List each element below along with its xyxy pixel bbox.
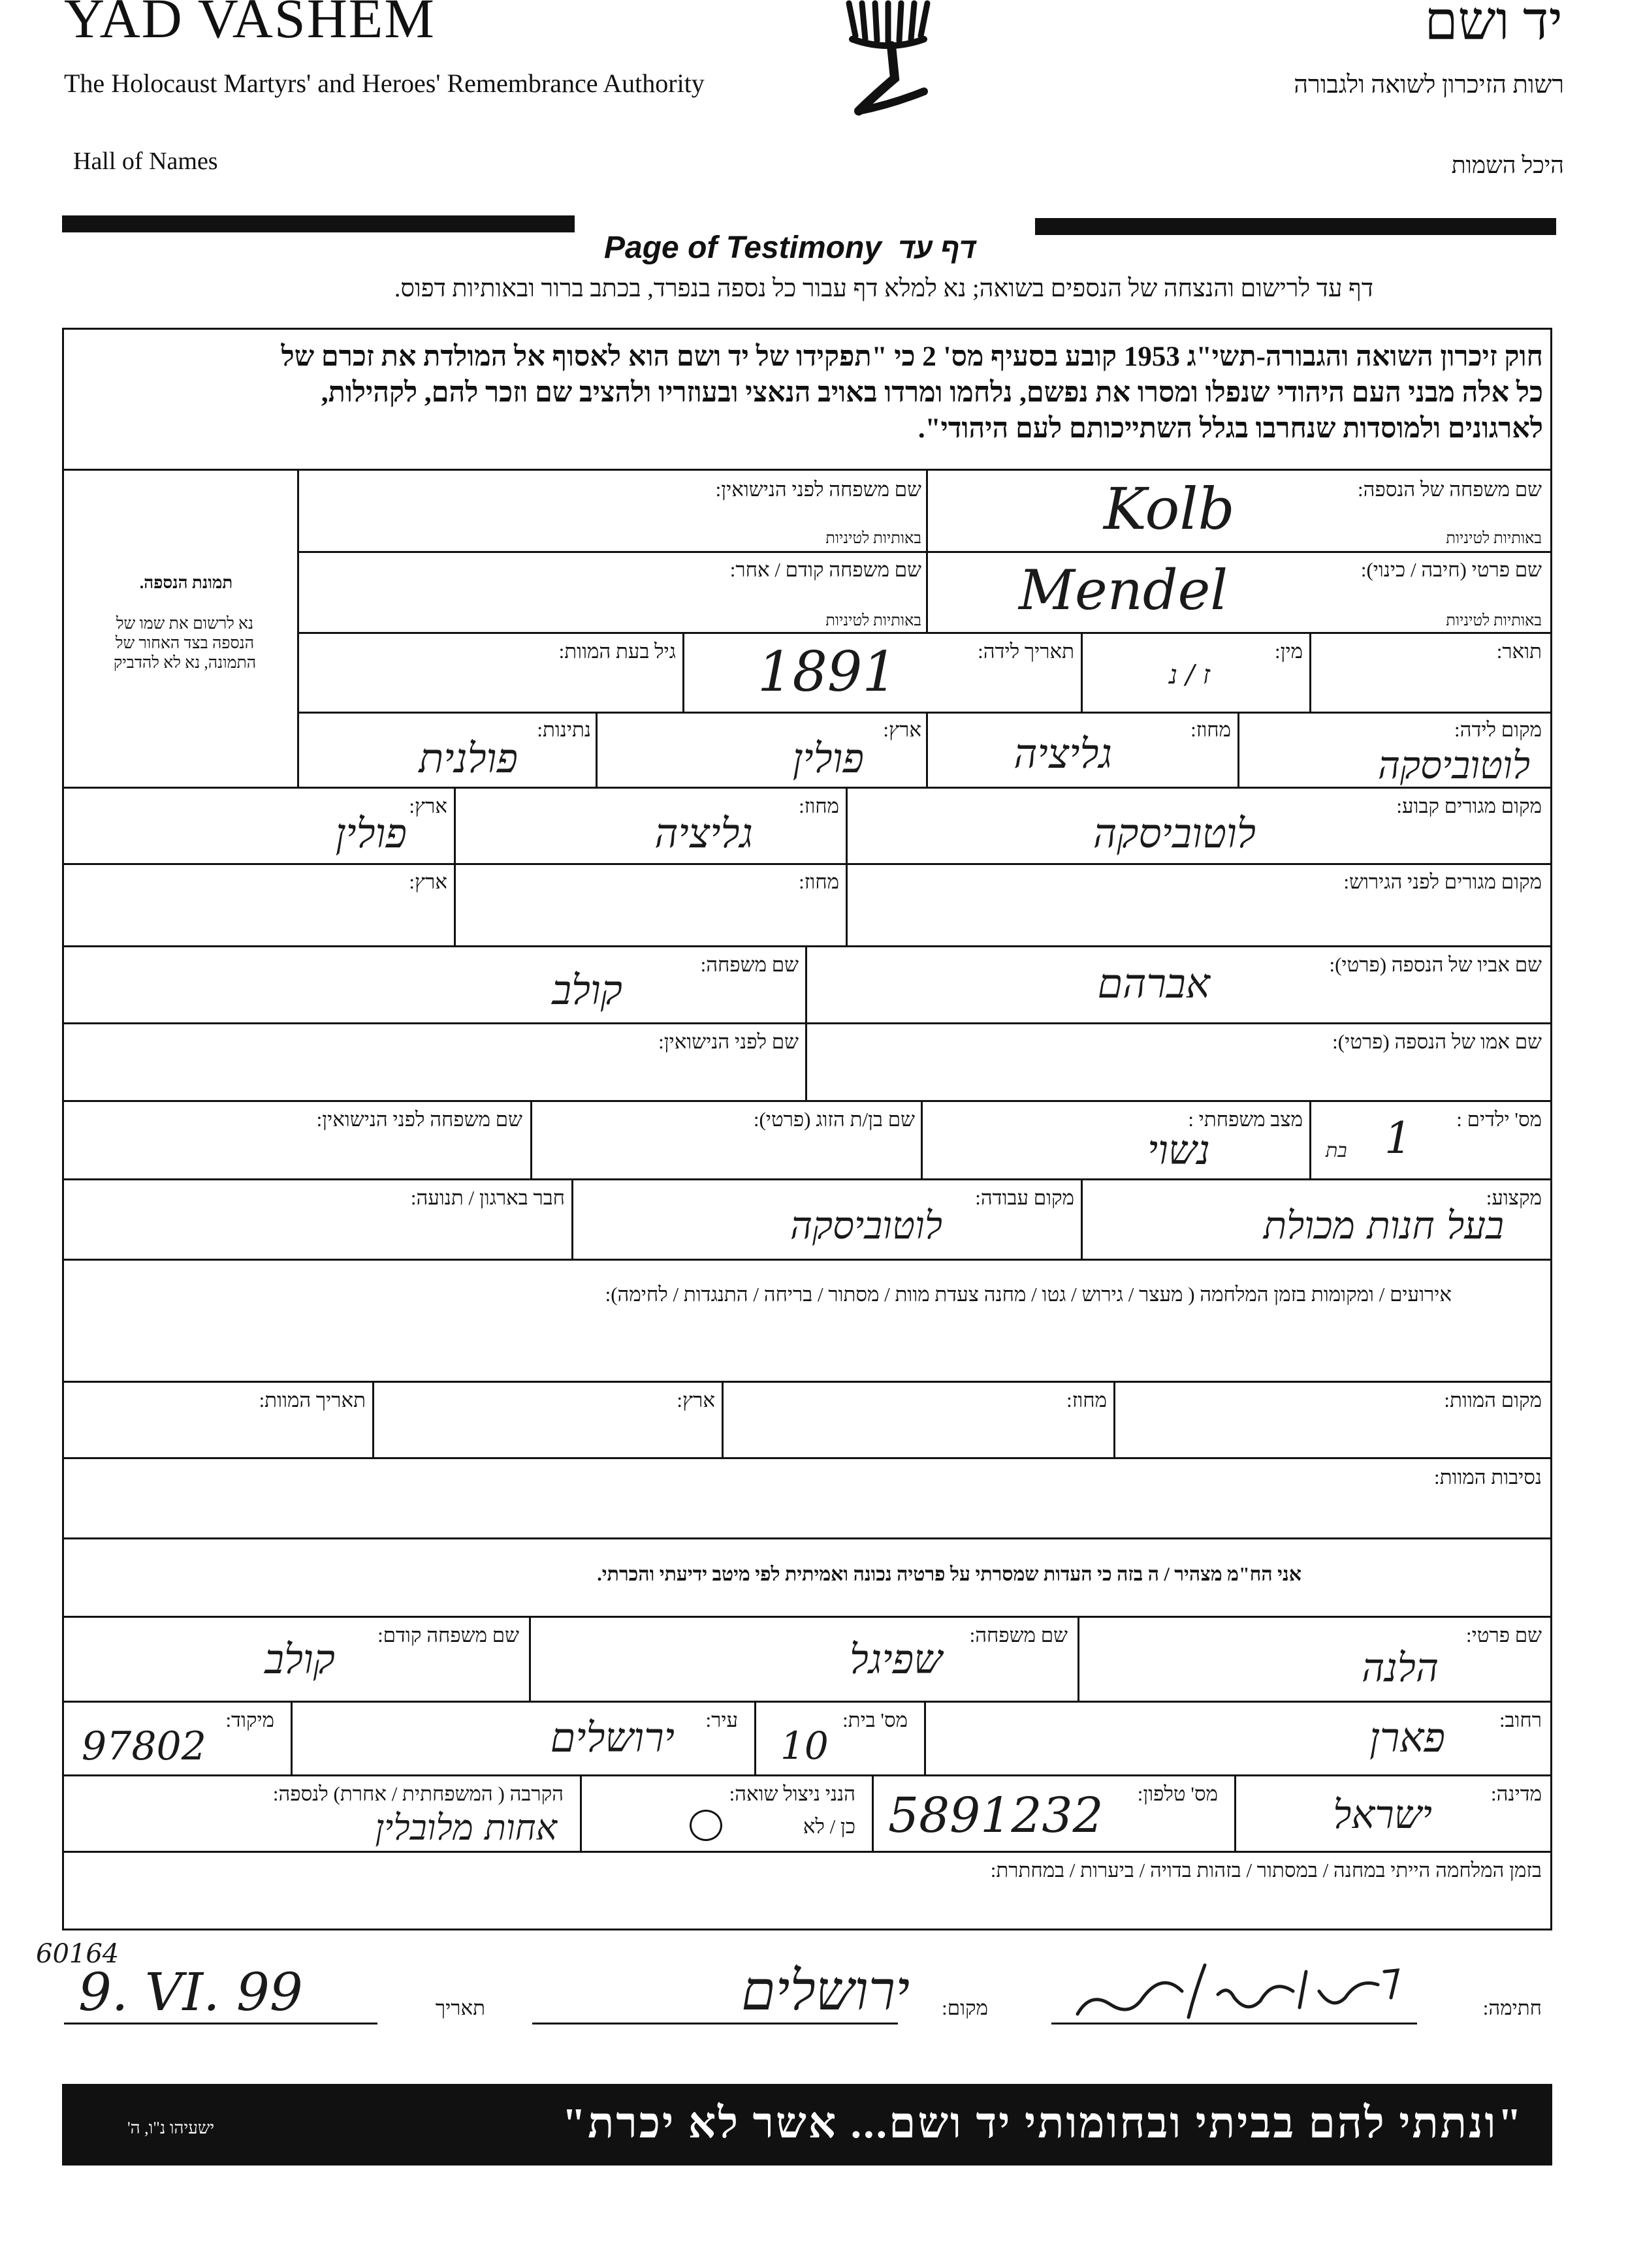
footer-source: ישעיהו נ"ו, ה' [127,2118,215,2137]
col-line [596,712,598,787]
children-note-value[interactable]: בת [1326,1139,1347,1162]
residence-district-value[interactable]: גליציה [654,810,753,857]
residence-place-value[interactable]: לוטוביסקה [1093,810,1256,857]
row-line [62,1457,1552,1459]
row-line [297,551,1552,553]
col-line [872,1774,874,1851]
deportation-district-label: מחוז: [799,870,839,893]
authority-name-en: The Holocaust Martyrs' and Heroes' Remembrance Authority [64,69,705,98]
footer-quote: "ונתתי להם בביתי ובחומותי יד ושם... אשר לא יכרת" [562,2100,1524,2147]
row-line [62,1701,1552,1703]
birth-district-value[interactable]: גליציה [1014,730,1112,778]
victim-surname-label: שם משפחה של הנספה: [1358,478,1542,501]
col-line [529,1616,531,1701]
hall-of-names-he: היכל השמות [1451,152,1564,178]
col-line [926,712,928,787]
survivor-circle-mark [690,1810,722,1841]
num-children-value[interactable]: 1 [1384,1113,1412,1163]
birth-date-label: תאריך לידה: [978,640,1074,663]
residence-country-label: ארץ: [409,795,447,817]
row-line [297,632,1552,634]
place-underline [532,2023,898,2024]
submitter-family-value[interactable]: שפיגל [849,1635,942,1683]
declaration-text: אני הח"מ מצהיר / ה בזה כי העדות שמסרתי על פרטיה נכונה ואמיתית לפי מיטב ידיעתי והכרתי. [597,1564,1301,1585]
row-line [62,1616,1552,1618]
authority-name-he: רשות הזיכרון לשואה ולגבורה [1294,71,1564,99]
row-line [62,1774,1552,1776]
state-value[interactable]: ישראל [1333,1792,1432,1838]
submitter-prev-label: שם משפחה קודם: [377,1624,519,1646]
col-line [530,1100,532,1178]
death-district-label: מחוז: [1066,1389,1107,1411]
first-name-label: שם פרטי (חיבה / כינוי): [1360,558,1542,581]
nationality-label: נתינות: [537,718,591,741]
nationality-value[interactable]: פולנית [419,734,518,782]
phone-label: מס' טלפון: [1137,1782,1218,1805]
death-place-label: מקום המוות: [1444,1389,1542,1411]
col-line [805,945,807,1100]
marital-status-label: מצב משפחתי : [1188,1108,1303,1131]
latin-letters-note: באותיות לטיניות [825,612,921,629]
row-line [62,1100,1552,1102]
col-line [1309,632,1311,712]
father-family-value[interactable]: קולב [552,966,622,1014]
place-label: מקום: [942,1996,988,2019]
birth-country-label: ארץ: [883,718,921,741]
workplace-value[interactable]: לוטוביסקה [790,1203,942,1248]
gender-label: מין: [1274,640,1303,663]
photo-box-note-1: נא לרשום את שמו של [116,615,254,633]
row-line [62,945,1552,947]
date-label: תאריך [435,1996,485,2019]
row-line [62,1022,1552,1024]
survivor-label: הנני ניצול שואה: [729,1782,855,1805]
col-line [926,469,928,632]
maiden-name-label: שם משפחה לפני הנישואין: [715,478,921,501]
signature-label: חתימה: [1482,1996,1542,2019]
state-label: מדינה: [1491,1782,1542,1805]
row-line [62,1259,1552,1261]
col-line [454,787,456,945]
title-bar-right [1035,218,1556,235]
residence-before-deportation-label: מקום מגורים לפני הגירוש: [1343,870,1542,893]
submitter-first-value[interactable]: הלנה [1362,1645,1439,1691]
spouse-name-label: שם בן/ת הזוג (פרטי): [753,1108,915,1131]
permanent-residence-label: מקום מגורים קבוע: [1396,795,1542,817]
death-date-label: תאריך המוות: [259,1389,366,1411]
page-title-he: דף עד [898,232,976,264]
title-label: תואר: [1496,640,1542,663]
profession-label: מקצוע: [1486,1186,1542,1209]
relation-label: הקרבה ( המשפחתית / אחרת) לנספה: [272,1782,564,1805]
deportation-country-label: ארץ: [409,870,447,893]
date-underline [64,2023,377,2024]
profession-value[interactable]: בעל חנות מכולת [1263,1203,1504,1248]
law-text-line-3: לארגונים ולמוסדות שנחרבו בגלל השתייכותם לעם היהודי". [918,413,1543,444]
spouse-maiden-label: שם משפחה לפני הנישואין: [316,1108,522,1131]
street-value[interactable]: פארן [1369,1714,1445,1761]
row-line [62,1851,1552,1853]
birth-district-label: מחוז: [1190,718,1231,741]
org-name-he: יד ושם [1424,0,1563,51]
photo-box-title: תמונת הנספה. [139,573,233,592]
place-value[interactable]: ירושלים [741,1959,910,2023]
menorah-logo-icon [833,0,944,131]
col-line [1081,632,1083,712]
latin-letters-note: באותיות לטיניות [1446,612,1542,629]
file-number: 60164 [36,1939,120,1969]
photo-box-note-3: התמונה, נא לא להדביק [113,654,257,672]
residence-district-label: מחוז: [799,795,839,817]
date-value[interactable]: 9. VI. 99 [78,1962,303,2023]
row-line [62,1381,1552,1383]
signature-underline [1051,2023,1417,2024]
page-title-en: Page of Testimony [604,230,882,265]
mother-name-label: שם אמו של הנספה (פרטי): [1332,1030,1542,1053]
city-label: עיר: [705,1709,738,1731]
col-line [754,1701,756,1774]
prev-surname-label: שם משפחה קודם / אחר: [729,558,921,581]
title-bar-left [62,215,575,232]
relation-value[interactable]: אחות מלובלין [375,1807,557,1848]
col-line [722,1381,724,1457]
birth-date-value[interactable]: 1891 [758,640,897,704]
col-line [291,1701,293,1774]
col-line [297,469,299,787]
col-line [580,1774,582,1851]
latin-letters-note: באותיות לטיניות [1446,530,1542,547]
father-name-value[interactable]: אברהם [1097,960,1210,1007]
organization-member-label: חבר בארגון / תנועה: [410,1186,565,1209]
age-at-death-label: גיל בעת המוות: [558,640,676,663]
row-line [62,469,1552,471]
signature-graphic [1071,1952,1411,2030]
col-line [846,787,848,945]
submitter-first-label: שם פרטי: [1466,1624,1542,1646]
col-line [1309,1100,1311,1178]
submitter-prev-value[interactable]: קולב [264,1635,335,1683]
victim-surname-value[interactable]: Kolb [1104,475,1235,543]
zip-label: מיקוד: [225,1709,274,1731]
col-line [372,1381,374,1457]
hall-of-names-en: Hall of Names [73,148,218,175]
city-value[interactable]: ירושלים [550,1714,675,1761]
marital-status-value[interactable]: נשוי [1147,1126,1210,1174]
org-name-en: YAD VASHEM [64,0,436,50]
death-country-label: ארץ: [677,1389,715,1411]
col-line [1081,1178,1083,1259]
phone-value[interactable]: 5891232 [888,1788,1104,1844]
instruction-text: דף עד לרישום והנצחה של הנספים בשואה; נא למלא דף עבור כל נספה בנפרד, בכתב ברור ובאותיות דפוס. [394,275,1373,302]
first-name-value[interactable]: Mendel [1019,558,1228,622]
latin-letters-note: באותיות לטיניות [825,530,921,547]
photo-box-note-2: הנספה בצד האחור של [115,635,255,652]
col-line [1234,1774,1236,1851]
residence-country-value[interactable]: פולין [335,810,407,857]
col-line [1237,712,1239,787]
zip-value[interactable]: 97802 [82,1724,206,1769]
war-events-label: אירועים / ומקומות בזמן המלחמה ( מעצר / גירוש / גטו / מחנה צעדת מוות / מסתור / בריחה / התנגדות / לחימה): [605,1283,1452,1306]
mother-maiden-label: שם לפני הנישואין: [658,1030,799,1053]
law-text-line-2: כל אלה מבני העם היהודי שנפלו ומסרו את נפשם, נלחמו ומרדו באויב הנאצי ובעוזריו ולהציב שם וזכר להם, לקהילות, [321,377,1543,408]
war-time-label: בזמן המלחמה הייתי במחנה / במסתור / בזהות בדויה / ביערות / במחתרת: [990,1859,1542,1882]
house-no-label: מס' בית: [842,1709,908,1731]
house-no-value[interactable]: 10 [780,1724,829,1768]
col-line [571,1178,573,1259]
survivor-options[interactable]: כן / לא [803,1815,855,1838]
row-line [62,787,1552,789]
birth-place-label: מקום לידה: [1454,718,1542,741]
col-line [1077,1616,1079,1701]
row-line [62,863,1552,865]
row-line [62,1537,1552,1539]
gender-value[interactable]: ז / נ [1169,660,1211,690]
col-line [921,1100,923,1178]
father-family-label: שם משפחה: [700,953,799,976]
death-circumstances-label: נסיבות המוות: [1434,1466,1542,1488]
birth-place-value[interactable]: לוטוביסקה [1377,743,1530,787]
num-children-label: מס' ילדים : [1456,1108,1542,1131]
law-text-line-1: חוק זיכרון השואה והגבורה-תשי"ג 1953 קובע בסעיף מס' 2 כי "תפקידו של יד ושם הוא לאסוף אל המולדת את זכרם של [281,341,1543,372]
street-label: רחוב: [1499,1709,1542,1731]
col-line [1113,1381,1115,1457]
submitter-family-label: שם משפחה: [969,1624,1068,1646]
col-line [924,1701,926,1774]
col-line [682,632,684,712]
row-line [62,1178,1552,1180]
workplace-label: מקום עבודה: [975,1186,1074,1209]
birth-country-value[interactable]: פולין [792,734,864,782]
father-name-label: שם אביו של הנספה (פרטי): [1329,953,1542,976]
row-line [297,712,1552,714]
